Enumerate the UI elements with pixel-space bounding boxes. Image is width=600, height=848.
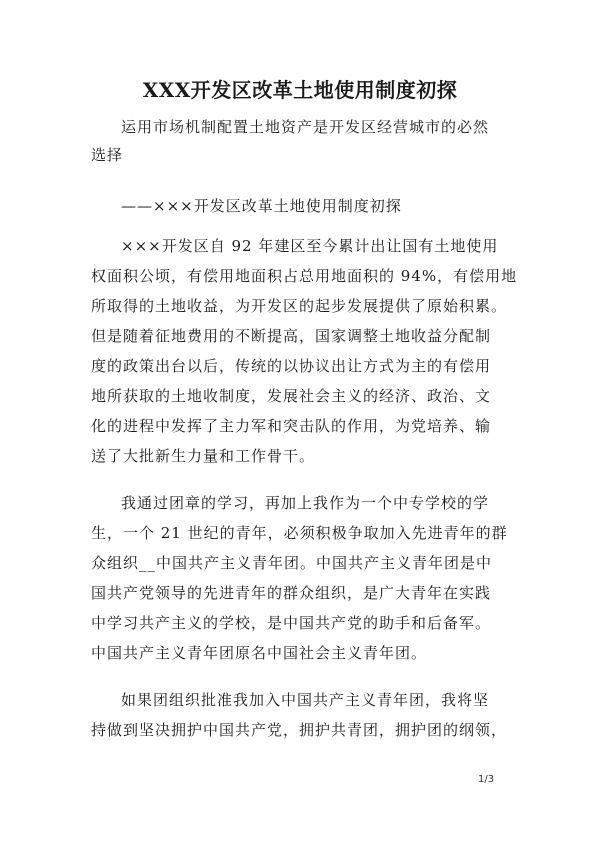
paragraph-line: 我通过团章的学习，再加上我作为一个中专学校的学 bbox=[121, 494, 490, 512]
paragraph-line: 生，一个 21 世纪的青年，必须积极争取加入先进青年的群 bbox=[91, 524, 508, 542]
paragraph-line: 选择 bbox=[91, 146, 124, 164]
paragraph-line: 权面积公顷，有偿用地面积占总用地面积的 94%，有偿用地 bbox=[91, 267, 518, 285]
paragraph-line: 众组织__中国共产主义青年团。中国共产主义青年团是中 bbox=[91, 554, 493, 572]
paragraph-line: 度的政策出台以后，传统的以协议出让方式为主的有偿用 bbox=[91, 357, 492, 375]
paragraph-line: 中学习共产主义的学校，是中国共产党的助手和后备军。 bbox=[91, 614, 492, 632]
paragraph-line: 送了大批新生力量和工作骨干。 bbox=[91, 447, 316, 465]
paragraph-line: 如果团组织批准我加入中国共产主义青年团，我将坚 bbox=[121, 691, 490, 709]
paragraph-line: 地所获取的土地收制度，发展社会主义的经济、政治、文 bbox=[91, 387, 492, 405]
paragraph-line: 国共产党领导的先进青年的群众组织，是广大青年在实践 bbox=[91, 584, 492, 602]
paragraph-line: 持做到坚决拥护中国共产党，拥护共青团，拥护团的纲领， bbox=[91, 721, 508, 739]
paragraph-line: ×××开发区自 92 年建区至今累计出让国有土地使用 bbox=[121, 237, 499, 255]
document-title: XXX开发区改革土地使用制度初探 bbox=[142, 78, 458, 102]
paragraph-line: 中国共产主义青年团原名中国社会主义青年团。 bbox=[91, 644, 428, 662]
subtitle-line: ——×××开发区改革土地使用制度初探 bbox=[121, 197, 402, 215]
paragraph-line: 但是随着征地费用的不断提高，国家调整土地收益分配制 bbox=[91, 327, 492, 345]
paragraph-line: 运用市场机制配置土地资产是开发区经营城市的必然 bbox=[121, 118, 490, 136]
paragraph-line: 所取得的土地收益，为开发区的起步发展提供了原始积累。 bbox=[91, 297, 508, 315]
paragraph-line: 化的进程中发挥了主力军和突击队的作用，为党培养、输 bbox=[91, 417, 492, 435]
page-number: 1/3 bbox=[478, 774, 495, 785]
